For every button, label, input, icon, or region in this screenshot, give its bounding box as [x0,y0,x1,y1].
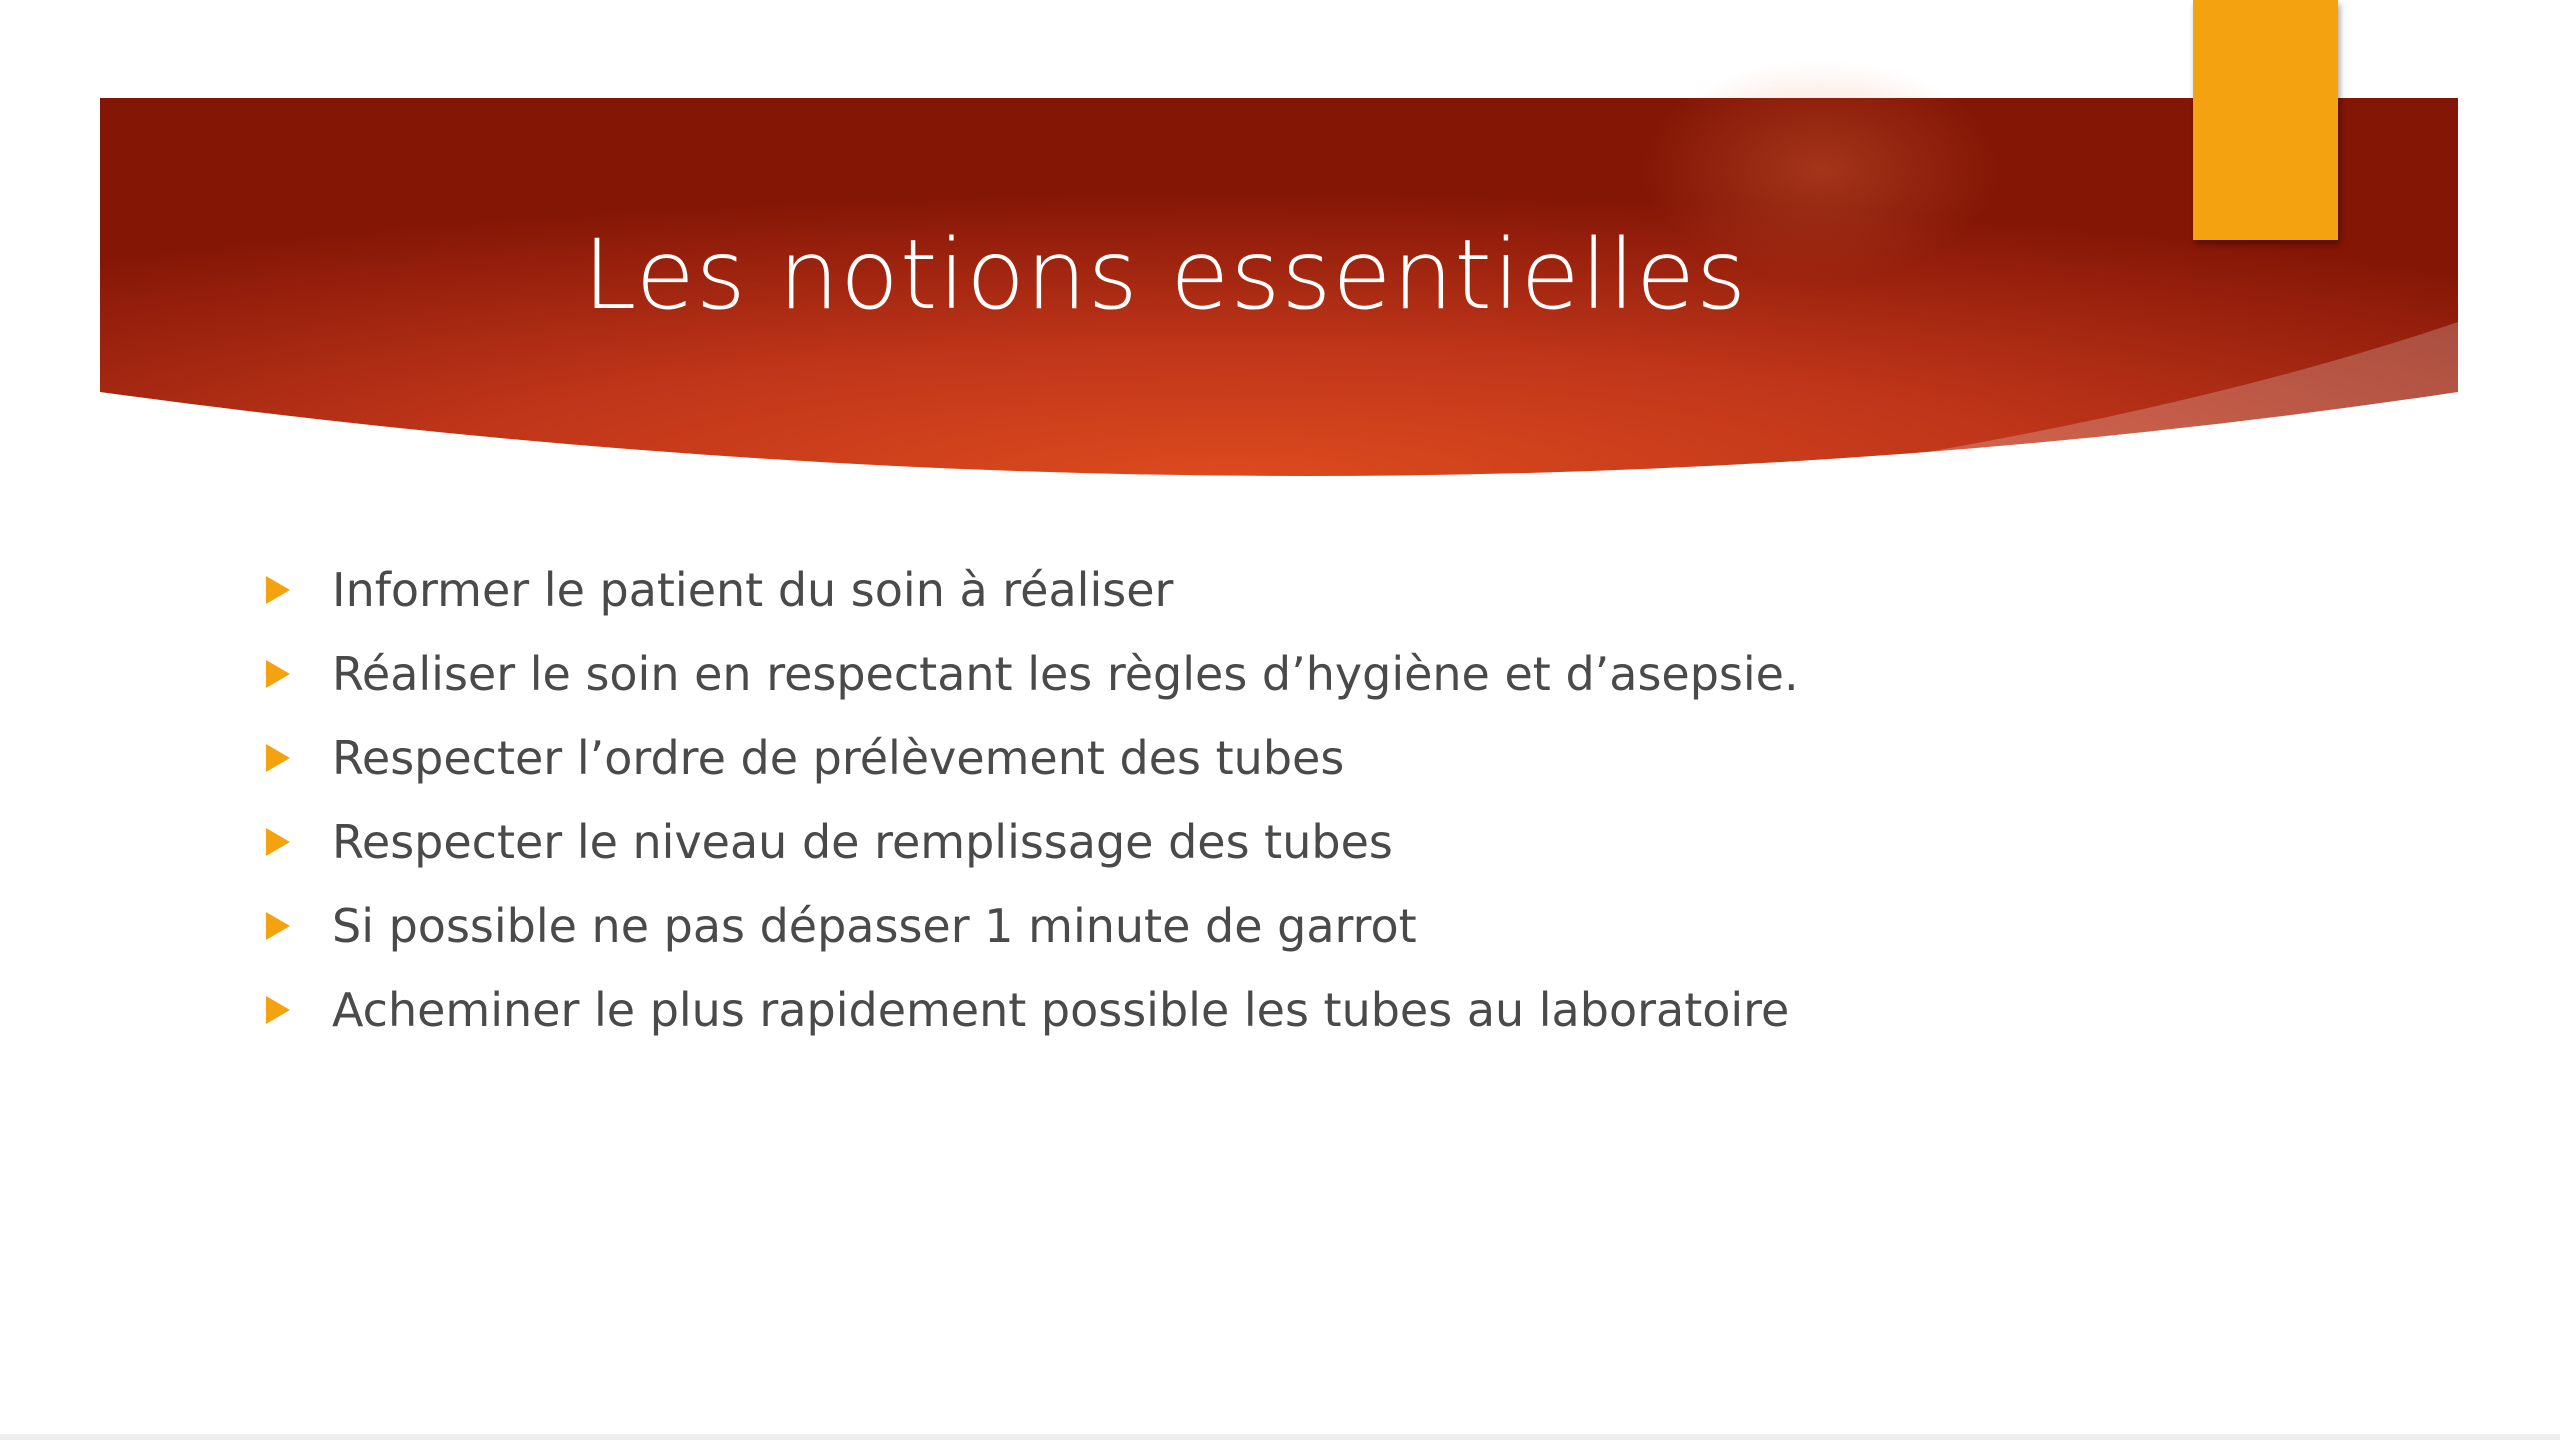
list-item [260,968,2260,1052]
bottom-edge [0,1434,2560,1440]
bullet-list [260,548,2260,1052]
bullet-text: Respecter l’ordre de prélèvement des tubes [332,731,1345,785]
triangle-right-icon [266,576,290,604]
bullet-text: Respecter le niveau de remplissage des tubes [332,815,1393,869]
triangle-right-icon [266,828,290,856]
list-item [260,800,2260,884]
bullet-text: Si possible ne pas dépasser 1 minute de garrot [332,899,1417,953]
bullet-text: Réaliser le soin en respectant les règles d’hygiène et d’asepsie. [332,647,1799,701]
list-item [260,632,2260,716]
triangle-right-icon [266,660,290,688]
list-item [260,716,2260,800]
list-item [260,884,2260,968]
bullet-text: Acheminer le plus rapidement possible les tubes au laboratoire [332,983,1790,1037]
triangle-right-icon [266,744,290,772]
bullet-text: Informer le patient du soin à réaliser [332,563,1174,617]
triangle-right-icon [266,912,290,940]
slide-title: Les notions essentielles [582,219,1748,331]
accent-tab [2193,0,2338,240]
triangle-right-icon [266,996,290,1024]
list-item [260,548,2260,632]
